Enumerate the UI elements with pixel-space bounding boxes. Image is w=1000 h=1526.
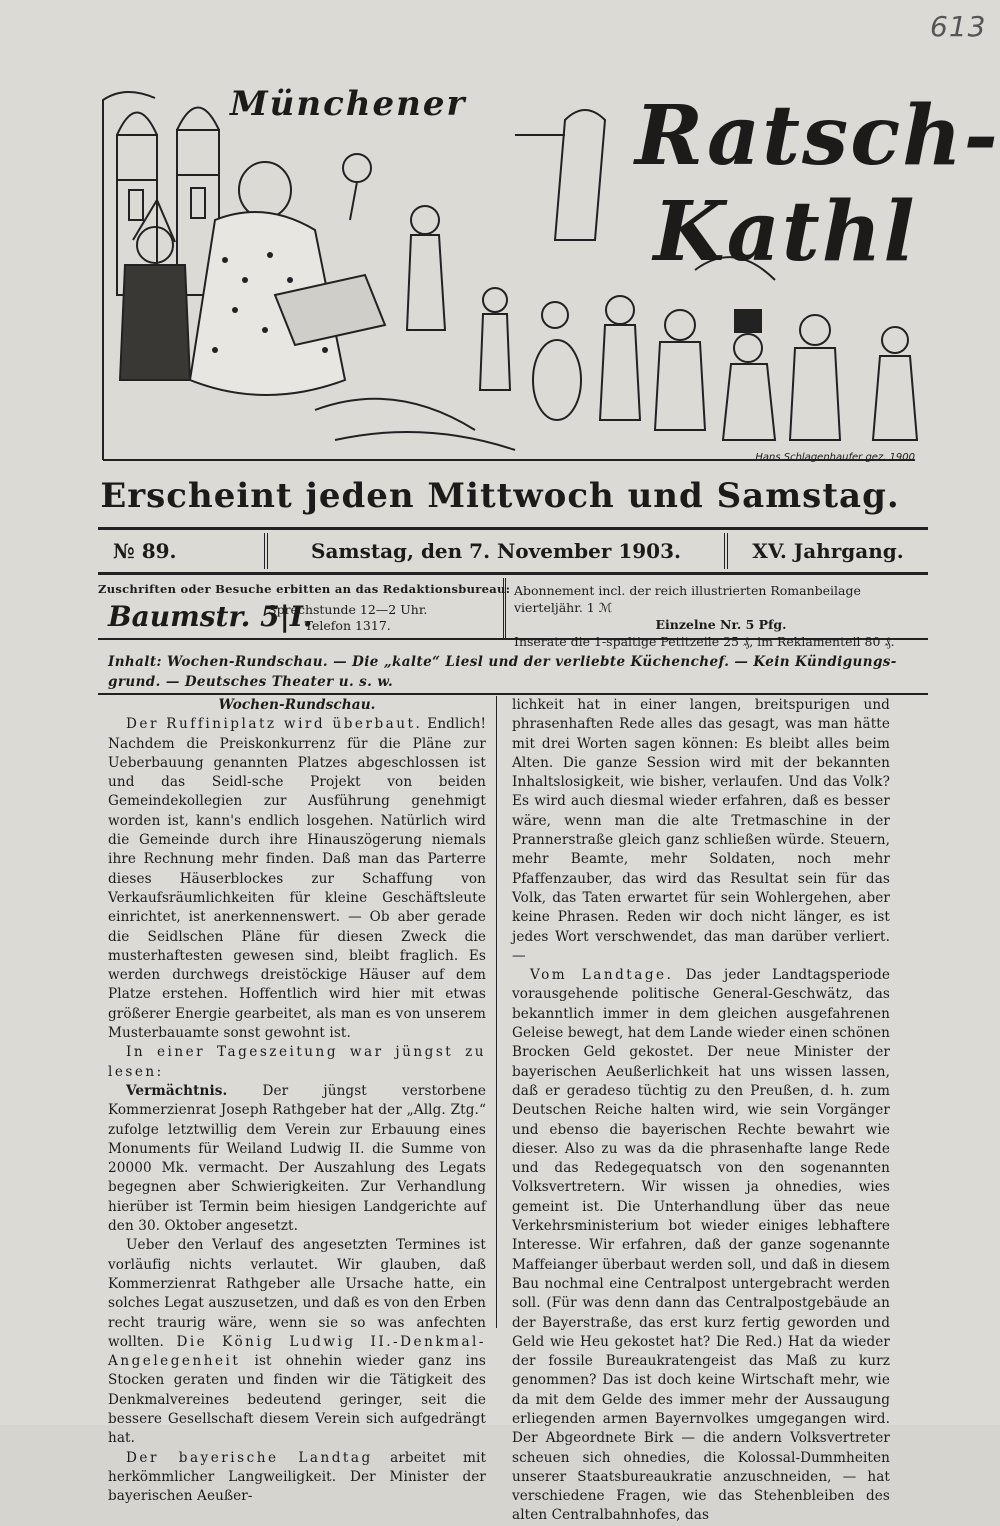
paragraph bbox=[108, 1449, 486, 1507]
masthead-illustration bbox=[95, 80, 1000, 472]
paragraph bbox=[512, 696, 890, 966]
advert-price: Inserate die 1-spaltige Petitzeile 25 ₰, im Reklamenteil 80 ₰. bbox=[514, 634, 895, 649]
table-of-contents bbox=[108, 652, 928, 692]
paragraph bbox=[108, 1082, 486, 1236]
lead-phrase: Die König Ludwig II.-Denkmal-Angelegenheit bbox=[108, 1333, 486, 1370]
left-column bbox=[108, 696, 486, 1506]
paragraph-text: arbeitet mit herkömmlicher Langweiligkeit. Der Minister der bayerischen Aeußer- bbox=[108, 1449, 487, 1505]
contents-line-2: grund. — Deutsches Theater u. s. w. bbox=[108, 674, 394, 690]
pricing-box bbox=[506, 578, 928, 649]
masthead-title bbox=[635, 88, 1000, 280]
issue-date: Samstag, den 7. November 1903. bbox=[268, 533, 728, 569]
subscription-price: Abonnement incl. der reich illustrierten Romanbeilage vierteljähr. 1 ℳ bbox=[514, 583, 861, 615]
masthead-title-line1: Ratsch- bbox=[635, 88, 1000, 184]
paragraph-text: Das jeder Landtagsperiode vorausgehende politische General-Geschwätz, das bekanntlich immer in dem gleichen ausgefahrenen Geleise bewegt, hat dem Lande wieder einen schönen Brocken Geld gekostet. Der neue Minister der bayerischen Aeußerlichkeit hat uns wissen lassen, daß er geradeso tüchtig zu den Preußen, d. h. zum Deutschen Reiche halten wird, wie sein Vorgänger und ebenso die bayerischen Rechte bewahrt wie dieser. Also zu was da die phrasenhafte lange Rede und das Redegequatsch von den sogenannten Volksvertretern. Wir wissen ja ohnedies, wies gemeint ist. Die Unterhandlung über das neue Verkehrsministerium bot wieder einiges lebhaftere Interesse. Wir erfahren, daß der ganze sogenannte Maffeianger überbaut werden soll, und daß in diesem Bau nochmal eine Centralpost untergebracht werden soll. (Für was denn dann das Centralpostgebäude an der Bayerstraße, das erst kurz fertig geworden und Geld wie Heu gekostet hat? Die Red.) Hat da wieder der fossile Bureaukratengeist das Maß zu kurz genommen? Das ist doch keine Wirtschaft mehr, wie da mit dem Gelde des immer mehr der Aussaugung erliegenden armen Bayernvolkes umgegangen wird. Der Abgeordnete Birk — die andern Volksvertreter scheuen sich ohnedies, die Kolossal-Dummheiten unserer Staatsbureaukratie anzuschneiden, — hat verschiedene Fragen, wie das Stehenbleiben des alten Centralbahnhofes, das bbox=[512, 967, 891, 1524]
paragraph-text: Endlich! Nachdem die Preiskonkurrenz für die Pläne zur Ueberbauung genannten Platzes abgeschlossen ist und das Seidl-sche Projekt von beiden Gemeindekollegien zur Ausführung genehmigt worden ist, kann's endlich losgehen. Natürlich wird die Gemeinde durch ihre Hinauszögerung niemals ihre Rechnung mehr finden. Daß man das Parterre dieses Häuserblockes zur Schaffung von Verkaufsräumlichkeiten für kleine Geschäftsleute einrichtet, ist anerkennenswert. — Ob aber gerade die Seidlschen Pläne für diesen Zweck die musterhaftesten gewesen sind, bleibt fraglich. Es werden durchwegs dreistöckige Häuser auf dem Platze erstehen. Hoffentlich wird hier mit etwas größerer Energie gearbeitet, als man es von unserem Musterbauamte sonst gewohnt ist. bbox=[108, 716, 487, 1042]
masthead-title-small: Münchener bbox=[230, 84, 467, 124]
right-column bbox=[512, 696, 890, 1526]
issue-year: XV. Jahrgang. bbox=[752, 539, 904, 563]
publication-schedule: Erscheint jeden Mittwoch und Samstag. bbox=[100, 476, 900, 516]
single-copy-price: Einzelne Nr. 5 Pfg. bbox=[655, 617, 787, 632]
office-hours bbox=[268, 602, 427, 634]
artist-signature: Hans Schlagenhaufer gez. 1900 bbox=[755, 452, 915, 463]
lead-phrase: Vermächtnis. bbox=[126, 1082, 228, 1099]
paragraph-text: Der jüngst verstorbene Kommerzienrat Joseph Rathgeber hat der „Allg. Ztg.“ zufolge letztwillig dem Verein zur Erbauung eines Monuments für Weiland Ludwig II. die Summe von 20000 Mk. vermacht. Der Auszahlung des Legats begegnen aber Schwierigkeiten. Zur Verhandlung hierüber ist Termin beim hiesigen Landgerichte auf den 30. Oktober angesetzt. bbox=[108, 1082, 486, 1235]
lead-phrase: In einer Tageszeitung war jüngst zu lesen: bbox=[108, 1044, 486, 1080]
editorial-address: Baumstr. 5|I. bbox=[108, 600, 313, 633]
paragraph-text: lichkeit hat in einer langen, breitspurigen und phrasenhaften Rede alles das gesagt, was man hätte mit drei Worten sagen können: Es bleibt alles beim Alten. Die ganze Session wird mit der bekannten Inhaltslosigkeit, wie bisher, verlaufen. Und das Volk? Es wird auch diesmal wieder erfahren, daß es besser wäre, wenn man die alte Tretmaschine in der Prannerstraße gleich ganz schließen würde. Steuern, mehr Beamte, mehr Soldaten, noch mehr Pfaffenzauber, das wird das Resultat sein für das Volk, das Taten erwartet für sein Wohlergehen, aber keine Phrasen. Reden wir doch nicht länger, es ist jedes Wort verschwendet, das man darüber verliert. — bbox=[512, 697, 890, 964]
paragraph bbox=[108, 1043, 486, 1082]
issue-number: № 89. bbox=[98, 533, 268, 569]
editorial-info bbox=[98, 578, 928, 649]
paragraph-text: Ueber den Verlauf des angesetzten Termines ist vorläufig nichts verlautet. Wir glauben, daß Kommerzienrat Rathgeber alle Ursache hatte, ein solches Legat auszusetzen, und daß es von den Erben recht traurig wäre, wenn sie so was anfechten wollten. bbox=[108, 1237, 486, 1350]
column-divider bbox=[496, 696, 497, 1328]
article-heading: Wochen-Rundschau. bbox=[218, 697, 376, 713]
phone-number: Telefon 1317. bbox=[304, 618, 391, 633]
paragraph bbox=[512, 966, 890, 1526]
lead-phrase: Vom Landtage. bbox=[530, 967, 674, 984]
paragraph bbox=[108, 1236, 486, 1448]
masthead-title-line2: Kathl bbox=[653, 184, 917, 280]
correspondence-header: Zuschriften oder Besuche erbitten an das Redaktionsbureau: bbox=[98, 582, 511, 596]
paragraph-text: ist ohnehin wieder ganz ins Stocken geraten und finden wir die Tätigkeit des Denkmalvereines bedeutend geringer, seit die bessere Gesellschaft diesem Verein sich aufgedrängt hat. bbox=[108, 1353, 486, 1447]
contents-line-1: Inhalt: Wochen-Rundschau. — Die „kalte“ Liesl und der verliebte Küchenchef. — Kein Kündigungs- bbox=[108, 654, 897, 670]
lead-phrase: Der Ruffiniplatz wird überbaut. bbox=[126, 716, 423, 733]
issue-bar bbox=[98, 527, 928, 575]
contents-divider bbox=[98, 693, 928, 695]
lead-phrase: Der bayerische Landtag bbox=[126, 1449, 373, 1466]
office-hours-text: Sprechstunde 12—2 Uhr. bbox=[268, 602, 428, 617]
paragraph bbox=[108, 715, 486, 1043]
editorial-address-box bbox=[98, 578, 511, 638]
archive-number: 613 bbox=[930, 10, 987, 43]
